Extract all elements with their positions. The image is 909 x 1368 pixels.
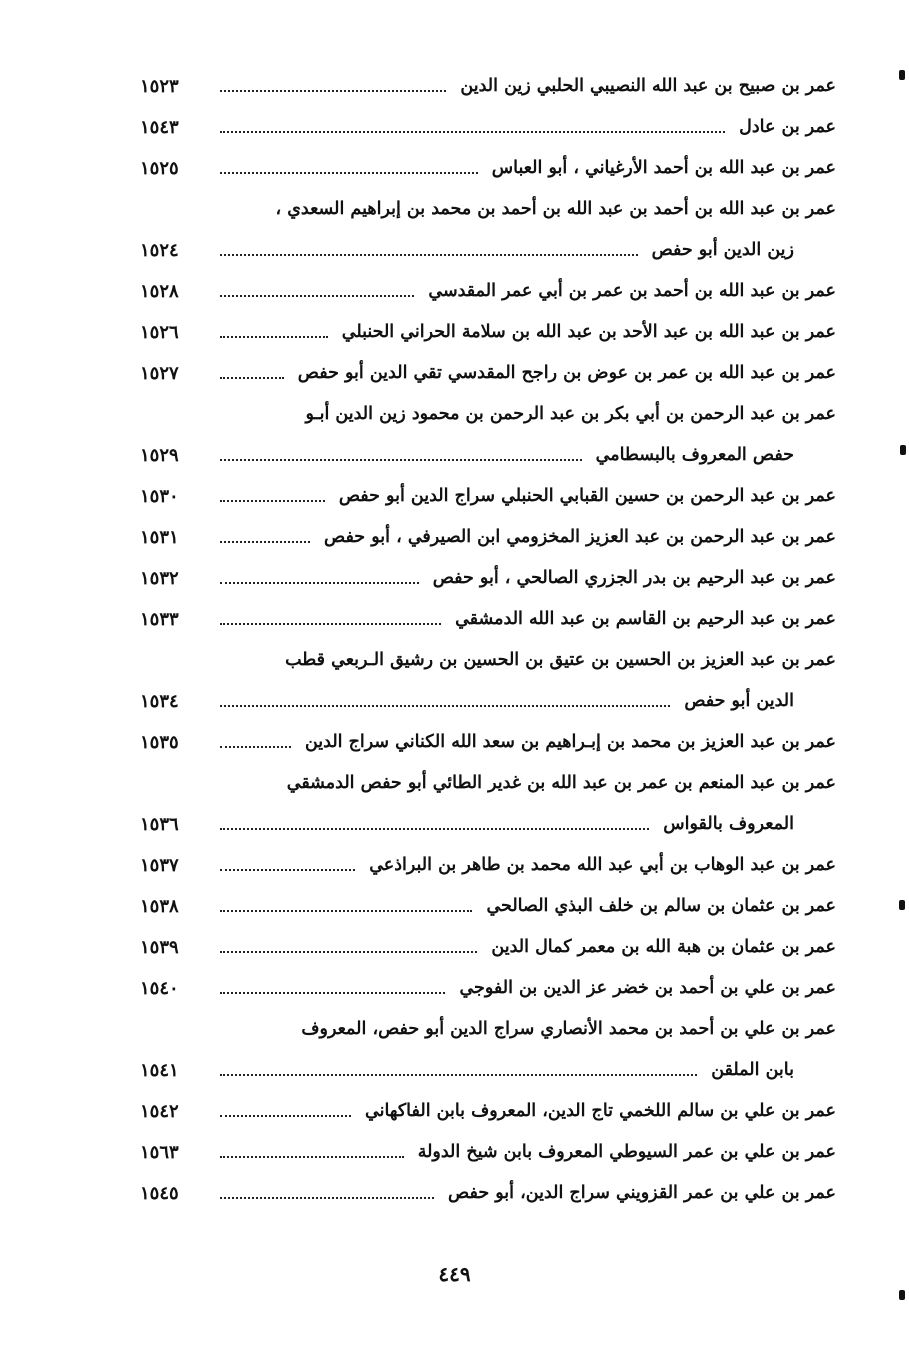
entry-page-number: ١٥٢٦ — [140, 322, 179, 343]
edge-mark-mid-right — [900, 445, 906, 455]
entry-line-continued — [140, 189, 836, 230]
entry-name: الدين أبو حفص — [684, 691, 794, 711]
dot-leader — [220, 623, 441, 625]
dot-leader — [220, 377, 284, 379]
entry-name: عمر بن عادل — [739, 117, 836, 137]
entry-line — [140, 312, 836, 353]
index-entry — [140, 66, 836, 107]
dot-leader — [220, 459, 582, 461]
entry-line — [140, 845, 836, 886]
index-list — [140, 66, 836, 1214]
dot-leader — [220, 336, 328, 338]
index-entry — [140, 271, 836, 312]
dot-leader — [220, 1115, 351, 1117]
entry-line — [140, 886, 836, 927]
entry-name: عمر بن عبد الوهاب بن أبي عبد الله محمد بن طاهر بن البراذعي — [369, 855, 836, 875]
entry-name: عمر بن عبد الله بن عبد الأحد بن عبد الله بن سلامة الحراني الحنبلي — [341, 322, 836, 342]
entry-line — [140, 517, 836, 558]
entry-line — [140, 927, 836, 968]
dot-leader — [220, 951, 477, 953]
entry-name: عمر بن عبد الله بن أحمد بن عمر بن أبي عمر المقدسي — [428, 281, 836, 301]
entry-line — [140, 681, 836, 722]
index-entry — [140, 148, 836, 189]
edge-mark-bottom-right — [899, 1290, 905, 1300]
entry-page-number: ١٥٣٣ — [140, 609, 179, 630]
dot-leader — [220, 746, 291, 748]
entry-page-number: ١٥٤١ — [140, 1060, 179, 1081]
entry-name: عمر بن علي بن عمر السيوطي المعروف بابن شيخ الدولة — [417, 1142, 836, 1162]
entry-page-number: ١٥٤٥ — [140, 1183, 179, 1204]
index-entry — [140, 599, 836, 640]
entry-line-continued — [140, 763, 836, 804]
entry-line-continued — [140, 394, 836, 435]
index-entry — [140, 476, 836, 517]
entry-page-number: ١٥٢٤ — [140, 240, 179, 261]
entry-name: عمر بن عبد الرحمن بن أبي بكر بن عبد الرحمن بن محمود زين الدين أبـو — [305, 404, 836, 424]
edge-mark-top-right — [899, 70, 905, 80]
entry-page-number: ١٥٢٨ — [140, 281, 179, 302]
entry-line — [140, 271, 836, 312]
index-entry — [140, 886, 836, 927]
entry-line — [140, 230, 836, 271]
edge-mark-lower-right — [899, 900, 905, 910]
dot-leader — [220, 910, 472, 912]
page-number: ٤٤٩ — [438, 1262, 471, 1286]
dot-leader — [220, 582, 419, 584]
entry-name: عمر بن عبد الله بن أحمد بن عبد الله بن أحمد بن محمد بن إبراهيم السعدي ، — [275, 199, 836, 219]
entry-name: عمر بن علي بن سالم اللخمي تاج الدين، المعروف بابن الفاكهاني — [365, 1101, 836, 1121]
entry-name: عمر بن عبد العزيز بن الحسين بن عتيق بن الحسين بن رشيق الـربعي قطب — [285, 650, 836, 670]
entry-page-number: ١٥٢٥ — [140, 158, 179, 179]
entry-line — [140, 476, 836, 517]
index-entry — [140, 845, 836, 886]
entry-page-number: ١٥٦٣ — [140, 1142, 179, 1163]
entry-page-number: ١٥٣١ — [140, 527, 179, 548]
entry-line — [140, 1173, 836, 1214]
index-entry — [140, 394, 836, 476]
entry-page-number: ١٥٢٣ — [140, 76, 179, 97]
dot-leader — [220, 1197, 434, 1199]
dot-leader — [220, 131, 725, 133]
entry-line — [140, 435, 836, 476]
entry-name: عمر بن عبد الله بن عمر بن عوض بن راجح المقدسي تقي الدين أبو حفص — [297, 363, 836, 383]
dot-leader — [220, 500, 325, 502]
dot-leader — [220, 1156, 404, 1158]
index-entry — [140, 312, 836, 353]
entry-name: عمر بن علي بن أحمد بن خضر عز الدين بن الفوجي — [459, 978, 836, 998]
entry-page-number: ١٥٣٦ — [140, 814, 179, 835]
entry-page-number: ١٥٣٠ — [140, 486, 179, 507]
dot-leader — [220, 172, 478, 174]
entry-line — [140, 66, 836, 107]
entry-name: عمر بن صبيح بن عبد الله النصيبي الحلبي زين الدين — [460, 76, 836, 96]
entry-line — [140, 804, 836, 845]
entry-page-number: ١٥٣٨ — [140, 896, 179, 917]
entry-name: زين الدين أبو حفص — [651, 240, 794, 260]
entry-name: عمر بن علي بن أحمد بن محمد الأنصاري سراج الدين أبو حفص، المعروف — [301, 1019, 836, 1039]
index-entry — [140, 1132, 836, 1173]
entry-name: عمر بن علي بن عمر القزويني سراج الدين، أبو حفص — [448, 1183, 836, 1203]
dot-leader — [220, 1074, 697, 1076]
entry-line — [140, 107, 836, 148]
entry-name: عمر بن عبد المنعم بن عمر بن عبد الله بن غدير الطائي أبو حفص الدمشقي — [286, 773, 836, 793]
dot-leader — [220, 828, 649, 830]
entry-name: عمر بن عبد العزيز بن محمد بن إبـراهيم بن سعد الله الكناني سراج الدين — [304, 732, 836, 752]
entry-name: المعروف بالقواس — [663, 814, 794, 834]
entry-line — [140, 722, 836, 763]
index-entry — [140, 1173, 836, 1214]
index-entry — [140, 353, 836, 394]
entry-line — [140, 148, 836, 189]
index-entry — [140, 927, 836, 968]
entry-name: بابن الملقن — [711, 1060, 794, 1080]
index-entry — [140, 722, 836, 763]
dot-leader — [220, 254, 638, 256]
dot-leader — [220, 541, 310, 543]
index-entry — [140, 640, 836, 722]
entry-line-continued — [140, 1009, 836, 1050]
entry-page-number: ١٥٢٧ — [140, 363, 179, 384]
entry-page-number: ١٥٣٢ — [140, 568, 179, 589]
entry-name: عمر بن عبد الرحمن بن حسين القبابي الحنبلي سراج الدين أبو حفص — [338, 486, 836, 506]
index-entry — [140, 968, 836, 1009]
index-entry — [140, 558, 836, 599]
entry-line — [140, 1050, 836, 1091]
entry-name: عمر بن عثمان بن سالم بن خلف البذي الصالحي — [486, 896, 836, 916]
entry-line — [140, 968, 836, 1009]
entry-name: عمر بن عثمان بن هبة الله بن معمر كمال الدين — [491, 937, 836, 957]
index-entry — [140, 1091, 836, 1132]
entry-page-number: ١٥٢٩ — [140, 445, 179, 466]
dot-leader — [220, 90, 446, 92]
entry-line-continued — [140, 640, 836, 681]
entry-name: عمر بن عبد الله بن أحمد الأرغياني ، أبو العباس — [491, 158, 836, 178]
index-entry — [140, 107, 836, 148]
index-entry — [140, 763, 836, 845]
index-entry — [140, 517, 836, 558]
entry-line — [140, 1132, 836, 1173]
dot-leader — [220, 705, 670, 707]
entry-page-number: ١٥٣٥ — [140, 732, 179, 753]
entry-page-number: ١٥٤٣ — [140, 117, 179, 138]
entry-line — [140, 558, 836, 599]
entry-name: عمر بن عبد الرحيم بن القاسم بن عبد الله الدمشقي — [455, 609, 836, 629]
entry-page-number: ١٥٣٤ — [140, 691, 179, 712]
entry-page-number: ١٥٣٩ — [140, 937, 179, 958]
entry-line — [140, 599, 836, 640]
entry-name: عمر بن عبد الرحيم بن بدر الجزري الصالحي ، أبو حفص — [432, 568, 836, 588]
dot-leader — [220, 869, 355, 871]
index-entry — [140, 1009, 836, 1091]
entry-line — [140, 353, 836, 394]
entry-name: حفص المعروف بالبسطامي — [595, 445, 794, 465]
entry-name: عمر بن عبد الرحمن بن عبد العزيز المخزومي ابن الصيرفي ، أبو حفص — [324, 527, 836, 547]
index-entry — [140, 189, 836, 271]
entry-page-number: ١٥٣٧ — [140, 855, 179, 876]
dot-leader — [220, 992, 445, 994]
entry-page-number: ١٥٤٢ — [140, 1101, 179, 1122]
entry-page-number: ١٥٤٠ — [140, 978, 179, 999]
dot-leader — [220, 295, 414, 297]
entry-line — [140, 1091, 836, 1132]
